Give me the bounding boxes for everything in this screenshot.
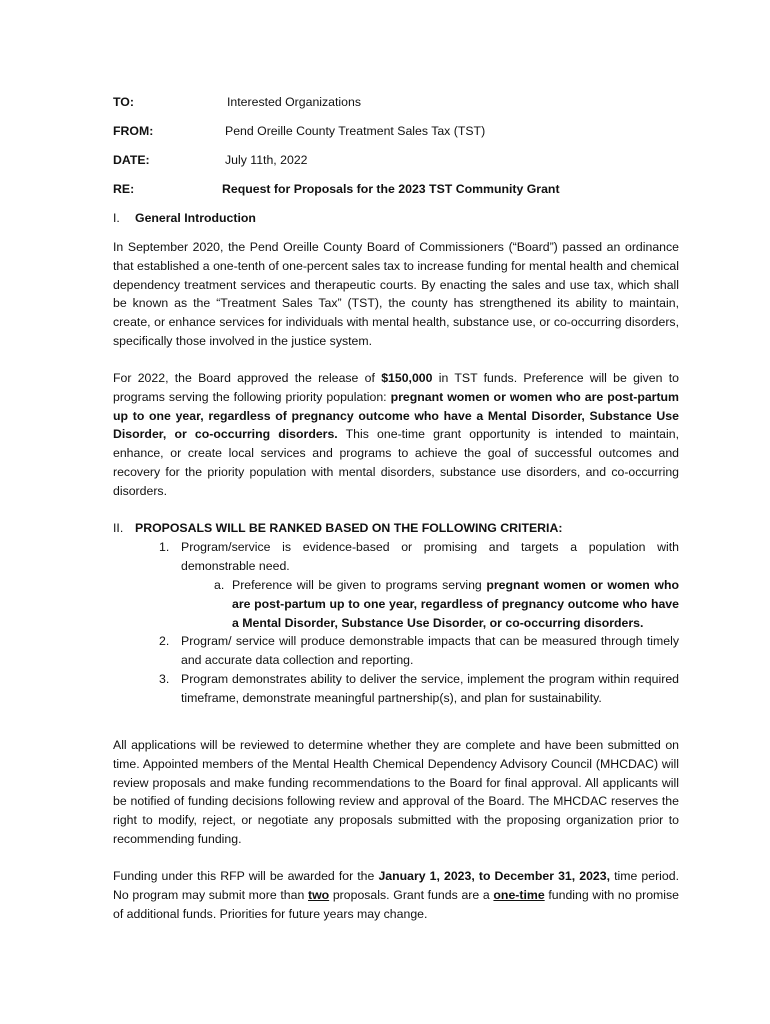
two-proposals-emphasis: two: [307, 887, 330, 902]
funding-period-paragraph: [113, 867, 679, 923]
funding-text-d: funding with no promise of additional funds. Priorities for future years may change.: [113, 887, 680, 921]
criteria-number: 1.: [159, 540, 170, 554]
from-label: FROM:: [113, 124, 154, 138]
one-time-emphasis: one-time: [493, 887, 545, 902]
section-2-number: II.: [113, 521, 124, 535]
subitem-text: Preference will be given to programs serving: [232, 578, 487, 592]
date-label: DATE:: [113, 153, 150, 167]
criteria-item-1: [159, 538, 679, 576]
re-value: Request for Proposals for the 2023 TST Community Grant: [222, 182, 560, 196]
funding-text-a: Funding under this RFP will be awarded for the: [113, 869, 379, 883]
funding-text-b: time period. No program may submit more than: [113, 869, 679, 902]
criteria-text: Program/service is evidence-based or promising and targets a population with demonstrable need.: [181, 540, 679, 573]
criteria-item-3: [159, 670, 679, 708]
criteria-number: 3.: [159, 672, 170, 686]
subitem-priority-population: pregnant women or women who are post-partum up to one year, regardless of pregnancy outcome who have a Mental Disorder, Substance Use Disorder, or co-occurring disorders.: [232, 578, 679, 630]
to-label: TO:: [113, 95, 134, 109]
from-value: Pend Oreille County Treatment Sales Tax (TST): [225, 124, 486, 138]
funding-amount: $150,000: [381, 371, 433, 385]
priority-population: pregnant women or women who are post-partum up to one year, regardless of pregnancy outcome who have a Mental Disorder, Substance Use Disorder, or co-occurring disorders.: [113, 389, 679, 442]
criteria-subitem-a: [214, 576, 679, 632]
para2-text-c: This one-time grant opportunity is intended to maintain, enhance, or create local services and programs to achieve the goal of successful outcomes and recovery for the priority population with mental disorders, substance use disorders, and co-occurring disorders.: [113, 427, 679, 498]
section-1-title: General Introduction: [135, 211, 256, 225]
intro-paragraph: In September 2020, the Pend Oreille County Board of Commissioners (“Board”) passed an ordinance that established a one-tenth of one-percent sales tax to increase funding for mental health and chemical dependency treatment services and therapeutic courts. By enacting the sales and use tax, which shall be known as the “Treatment Sales Tax” (TST), the county has strengthened its ability to maintain, create, or enhance services for individuals with mental health, substance use, or co-occurring disorders, specifically those involved in the justice system.: [113, 240, 679, 348]
criteria-text: Program/ service will produce demonstrable impacts that can be measured through timely and accurate data collection and reporting.: [181, 634, 679, 667]
section-2-title: PROPOSALS WILL BE RANKED BASED ON THE FOLLOWING CRITERIA:: [135, 521, 563, 535]
subitem-letter: a.: [214, 578, 225, 592]
criteria-number: 2.: [159, 634, 170, 648]
criteria-item-2: [159, 632, 679, 670]
section-1-number: I.: [113, 211, 120, 225]
section-2-heading: [113, 520, 562, 536]
para2-text-b: in TST funds. Preference will be given to programs serving the following priority population:: [113, 371, 679, 404]
to-value: Interested Organizations: [227, 95, 361, 109]
date-value: July 11th, 2022: [225, 153, 308, 167]
funding-amount-paragraph: [113, 369, 679, 501]
funding-period: January 1, 2023, to December 31, 2023,: [378, 869, 611, 883]
criteria-text: Program demonstrates ability to deliver the service, implement the program within required timeframe, demonstrate meaningful partnership(s), and plan for sustainability.: [181, 672, 679, 705]
funding-text-c: proposals. Grant funds are a: [329, 887, 494, 902]
re-label: RE:: [113, 182, 135, 196]
review-paragraph: All applications will be reviewed to determine whether they are complete and have been submitted on time. Appointed members of the Mental Health Chemical Dependency Advisory Council (MHCDAC) will review proposals and make funding recommendations to the Board for final approval. All applicants will be notified of funding decisions following review and approval of the Board. The MHCDAC reserves the right to modify, reject, or negotiate any proposals submitted with the proposing organization prior to recommending funding.: [113, 738, 679, 846]
section-1-heading: [113, 210, 256, 226]
para2-text-a: For 2022, the Board approved the release of: [113, 371, 382, 385]
